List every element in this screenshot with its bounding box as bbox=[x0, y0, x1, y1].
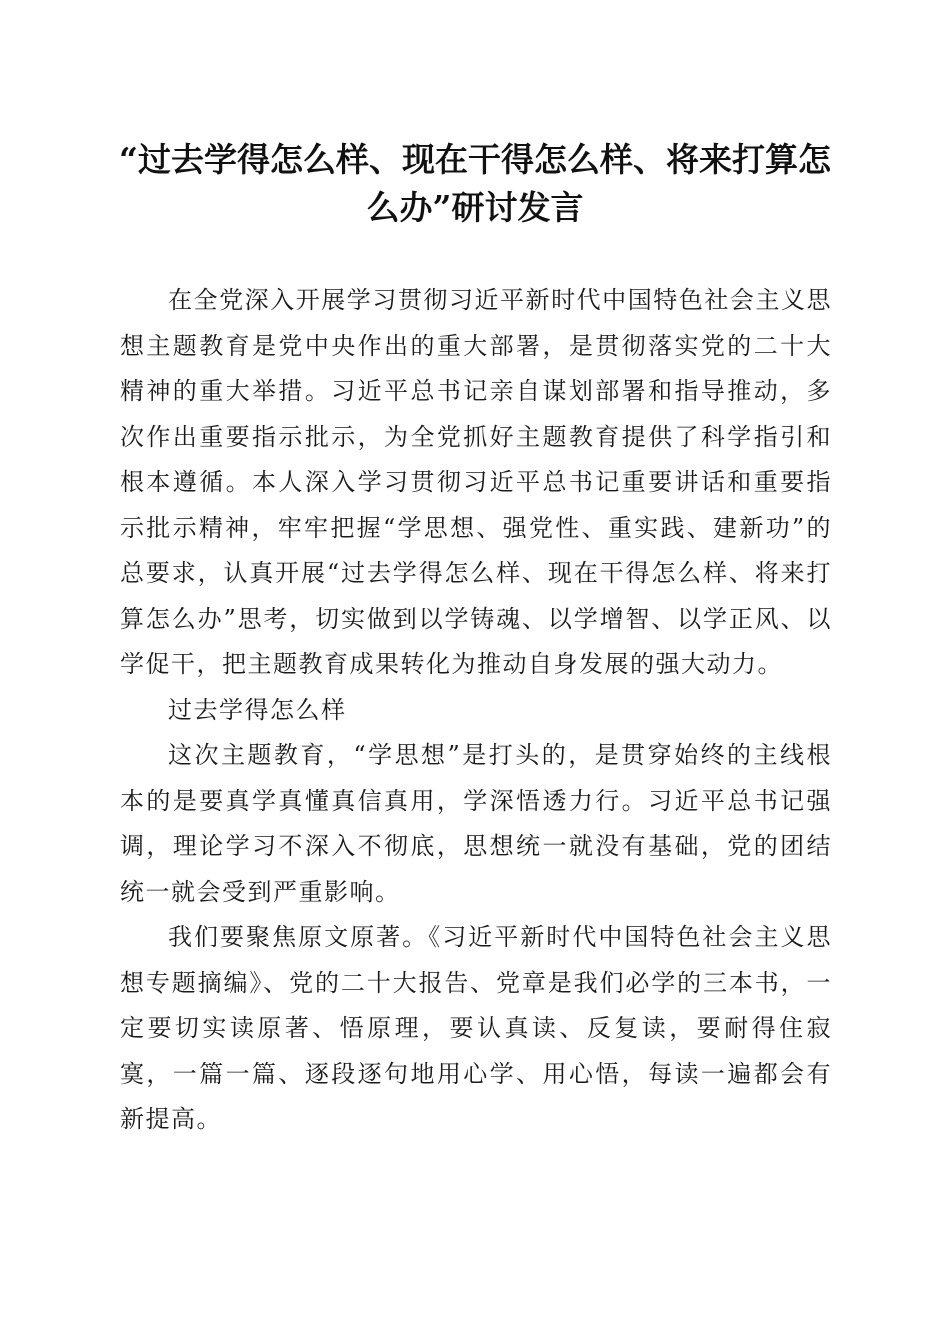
body-paragraph: 我们要聚焦原文原著。《习近平新时代中国特色社会主义思想专题摘编》、党的二十大报告、党章是我们必学的三本书，一定要切实读原著、悟原理，要认真读、反复读，要耐得住寂寞，一篇一篇、逐段逐句地用心学、用心悟，每读一遍都会有新提高。 bbox=[120, 923, 832, 1133]
body-paragraph: 这次主题教育，“学思想”是打头的，是贯穿始终的主线根本的是要真学真懂真信真用，学深悟透力行。习近平总书记强调，理论学习不深入不彻底，思想统一就没有基础，党的团结统一就会受到严重影响。 bbox=[120, 741, 832, 906]
document-title: “过去学得怎么样、现在干得怎么样、将来打算怎么办”研讨发言 bbox=[119, 140, 831, 227]
section-heading: 过去学得怎么样 bbox=[168, 695, 347, 724]
intro-paragraph: 在全党深入开展学习贯彻习近平新时代中国特色社会主义思想主题教育是党中央作出的重大部署，是贯彻落实党的二十大精神的重大举措。习近平总书记亲自谋划部署和指导推动，多次作出重要指示批示，为全党抓好主题教育提供了科学指引和根本遵循。本人深入学习贯彻习近平总书记重要讲话和重要指示批示精神，牢牢把握“学思想、强党性、重实践、建新功”的总要求，认真开展“过去学得怎么样、现在干得怎么样、将来打算怎么办”思考，切实做到以学铸魂、以学增智、以学正风、以学促干，把主题教育成果转化为推动自身发展的强大动力。 bbox=[120, 286, 832, 678]
document-body bbox=[120, 278, 832, 1143]
